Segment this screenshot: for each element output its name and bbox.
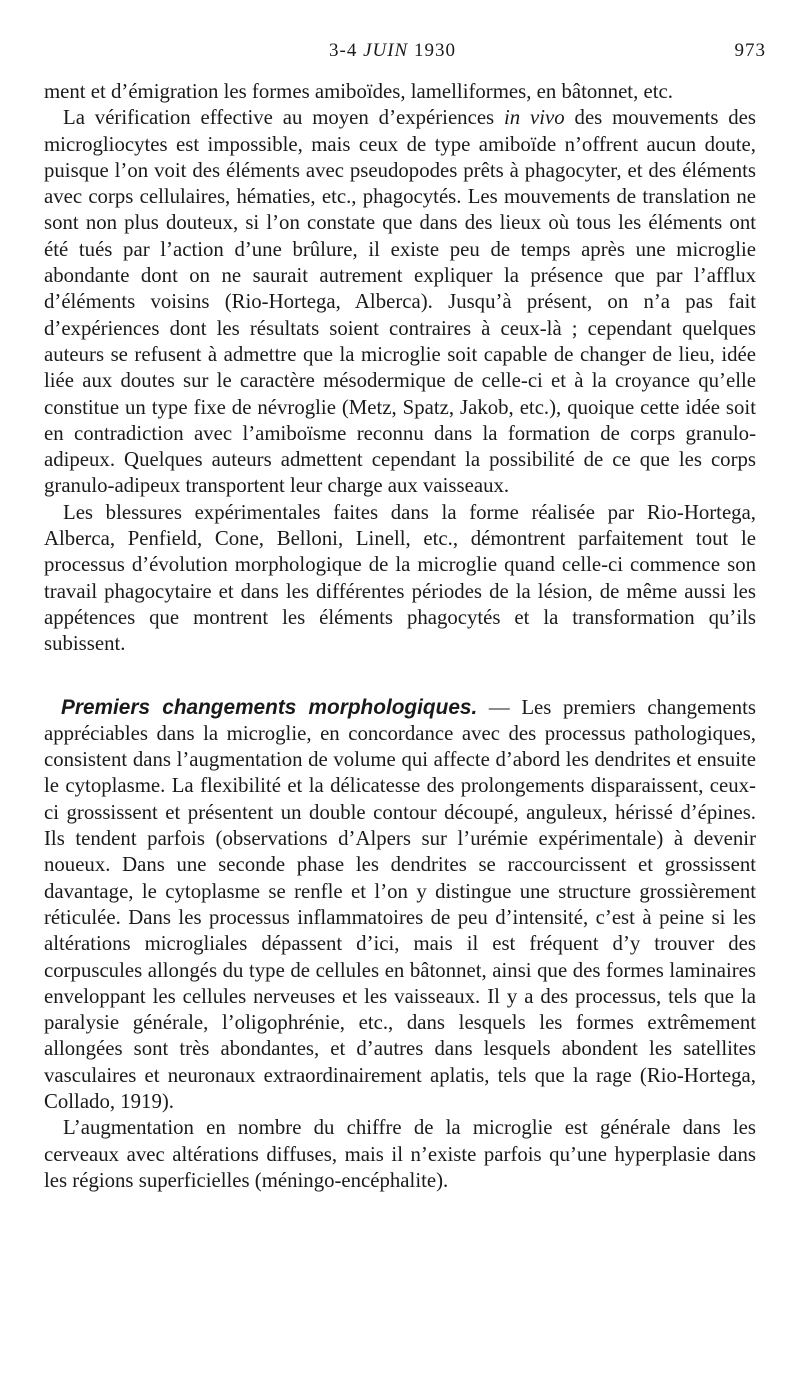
paragraph-first-changes [44,695,756,1116]
paragraph-increase-in-number: L’augmentation en nombre du chiffre de la microglie est générale dans les cerveaux avec altérations diffuses, mais il n’existe parfois qu’une hyperplasie dans les régions superficielles (méningo-encéphalite). [44,1116,756,1192]
running-head-date [329,40,456,62]
page-header [0,40,800,70]
italic-term: in vivo [504,106,565,130]
paragraph-experimental-wounds: Les blessures expérimentales faites dans la forme réalisée par Rio-Hortega, Alberca, Penfield, Cone, Belloni, Linell, etc., démontrent parfaitement tout le processus d’évolution morphologique de la microglie quand celle-ci commence son travail phagocytaire et dans les différentes périodes de la lésion, de même aussi les appétences que montrent les éléments phagocytés et la transformation qu’ils subissent. [44,500,756,656]
paragraph-text: des mouvements des microgliocytes est impossible, mais ceux de type amiboïde n’offrent aucun doute, puisque l’on voit des éléments avec pseudopodes prêts à phagocyter, et des éléments avec corps cellulaires, hématies, etc., phagocytés. Les mouvements de translation ne sont non plus douteux, si l’on constate que dans des lieux où tous les éléments ont été tués par l’action d’une brûlure, il existe peu de temps après une microglie abondante dont on ne saurait autrement expliquer la présence que par l’afflux d’éléments voisins (Rio-Hortega, Alberca). Jusqu’à présent, on n’a pas fait d’expériences dont les résultats soient contraires à ceux-là ; cependant quelques auteurs se refusent à admettre que la microglie soit capable de changer de lieu, idée liée aux doutes sur le caractère mésodermique de celle-ci et à la croyance qu’elle constitue un type fixe de névroglie (Metz, Spatz, Jakob, etc.), quoique cette idée soit en contradiction avec l’amiboïsme reconnu dans la formation de corps granulo-adipeux. Quelques auteurs admettent cependant la possibilité de ce que les corps granulo-adipeux transportent leur charge aux vaisseaux. [44,106,756,498]
paragraph-continuation: ment et d’émigration les formes amiboïdes, lamelliformes, en bâtonnet, etc. [44,80,673,103]
date-prefix: 3-4 [329,40,358,61]
paragraph-text: La vérification effective au moyen d’expériences [63,106,504,130]
date-year: 1930 [413,40,456,61]
section-heading: Premiers changements morphologiques. [61,695,478,719]
body-text [44,79,756,1194]
paragraph-text: — Les premiers changements appréciables dans la microglie, en concordance avec des processus pathologiques, consistent dans l’augmentation de volume qui affecte d’abord les dendrites et ensuite le cytoplasme. La flexibilité et la délicatesse des prolongements disparaissent, ceux-ci grossissent et présentent un double contour découpé, anguleux, hérissé d’épines. Ils tendent parfois (observations d’Alpers sur l’urémie expérimentale) à devenir noueux. Dans une seconde phase les dendrites se raccourcissent et grossissent davantage, le cytoplasme se renfle et l’on y distingue une structure grossièrement réticulée. Dans les processus inflammatoires de peu d’intensité, c’est à peine si les altérations microgliales dépassent d’ici, mais il est fréquent d’y trouver des corpuscules allongés du type de cellules en bâtonnet, ainsi que des formes laminaires enveloppant les cellules nerveuses et les vaisseaux. Il y a des processus, tels que la paralysie générale, l’oligophrénie, etc., dans lesquels les formes extrêmement allongées sont très abondantes, et d’autres dans lesquels abondent les satellites vasculaires et neuronaux extraordinairement aplatis, tels que la rage (Rio-Hortega, Collado, 1919). [44,695,756,1113]
page-number: 973 [734,40,766,61]
paragraph-verification [44,105,756,499]
date-month: JUIN [363,40,409,61]
